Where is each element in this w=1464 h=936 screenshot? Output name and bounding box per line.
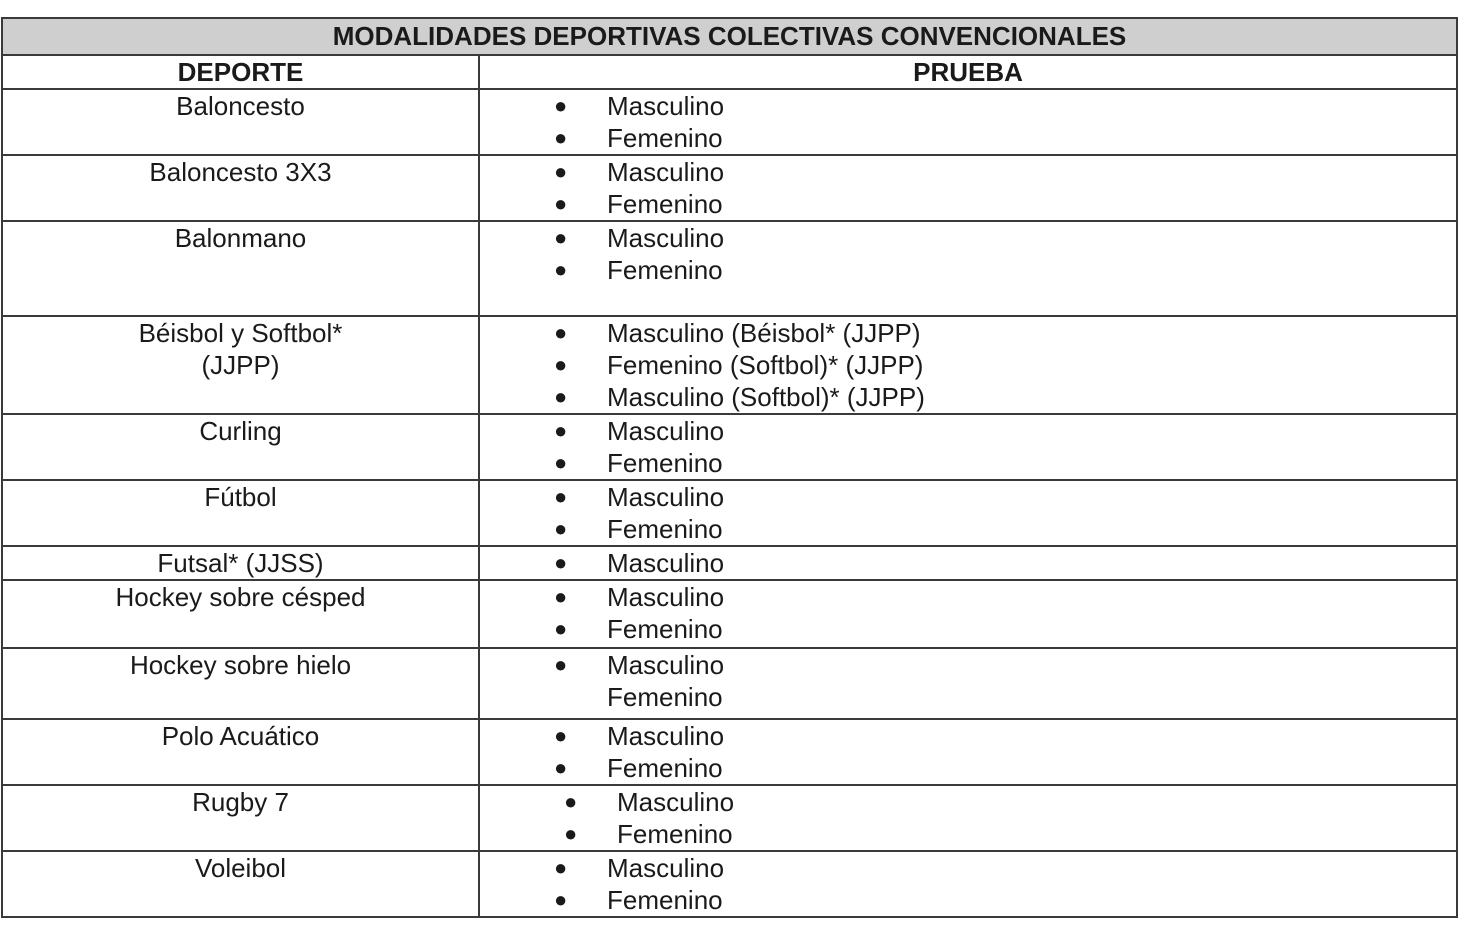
header-row — [2, 55, 1457, 89]
sport-name: Baloncesto 3X3 — [149, 157, 332, 187]
bullet-icon: ● — [554, 159, 568, 184]
event-list-item — [480, 547, 1456, 579]
bullet-icon: ● — [554, 855, 568, 880]
event-label: Femenino — [607, 614, 723, 644]
bullet-icon: ● — [554, 550, 568, 575]
event-list — [480, 222, 1456, 286]
sport-name: Curling — [199, 416, 282, 446]
event-label: Femenino — [607, 885, 723, 915]
event-label: Femenino — [607, 448, 723, 478]
event-label: Femenino — [607, 123, 723, 153]
event-cell — [479, 648, 1457, 719]
event-list — [480, 786, 1456, 850]
event-list-item — [480, 481, 1456, 513]
event-list — [480, 581, 1456, 645]
bullet-icon: ● — [554, 191, 568, 216]
event-cell — [479, 89, 1457, 155]
sport-name: Voleibol — [194, 853, 287, 883]
bullet-icon: ● — [554, 616, 568, 641]
table-row — [2, 851, 1457, 917]
event-label: Masculino (Béisbol* (JJPP) — [607, 318, 921, 348]
table-row — [2, 316, 1457, 414]
table-row — [2, 648, 1457, 719]
column-header-event: PRUEBA — [479, 55, 1457, 89]
sport-name: Rugby 7 — [192, 787, 289, 817]
event-label: Masculino — [607, 91, 725, 121]
event-label: Masculino (Softbol)* (JJPP) — [607, 382, 925, 412]
event-list-item — [480, 415, 1456, 447]
sport-name: Hockey sobre hielo — [129, 650, 352, 680]
sport-cell — [2, 719, 479, 785]
event-cell — [479, 580, 1457, 648]
event-label: Femenino — [617, 819, 733, 849]
event-list-item — [480, 90, 1456, 122]
event-list-item — [480, 720, 1456, 752]
event-label: Femenino — [607, 753, 723, 783]
column-header-sport: DEPORTE — [2, 55, 479, 89]
event-list-item — [480, 156, 1456, 188]
event-label: Masculino — [607, 853, 725, 883]
event-cell — [479, 155, 1457, 221]
title-row — [2, 18, 1457, 55]
event-cell — [479, 785, 1457, 851]
event-list-item — [480, 381, 1456, 413]
event-label: Masculino — [617, 787, 735, 817]
table-row — [2, 155, 1457, 221]
bullet-icon: ● — [554, 225, 568, 250]
event-list-item — [480, 818, 1456, 850]
sport-cell — [2, 89, 479, 155]
event-list — [480, 852, 1456, 916]
event-list-item — [480, 786, 1456, 818]
event-list-item — [480, 188, 1456, 220]
event-list-item — [480, 884, 1456, 916]
bullet-icon: ● — [564, 821, 578, 846]
table-row — [2, 785, 1457, 851]
sport-name: Baloncesto — [176, 91, 305, 121]
bullet-icon: ● — [554, 584, 568, 609]
event-list — [480, 415, 1456, 479]
event-list — [480, 90, 1456, 154]
bullet-icon: ● — [554, 125, 568, 150]
event-list — [480, 720, 1456, 784]
event-label: Masculino — [607, 548, 725, 578]
event-list-item — [480, 649, 1456, 681]
event-label: Masculino — [607, 721, 725, 751]
sport-cell — [2, 221, 479, 316]
sport-cell — [2, 648, 479, 719]
sport-name: Hockey sobre césped — [115, 582, 366, 612]
bullet-icon: ● — [554, 652, 568, 677]
event-cell — [479, 719, 1457, 785]
event-label: Femenino — [607, 514, 723, 544]
event-list-item — [480, 752, 1456, 784]
event-label: Femenino — [607, 255, 723, 285]
event-label: Femenino — [607, 189, 723, 219]
event-label: Femenino — [607, 682, 723, 712]
event-list-item — [480, 222, 1456, 254]
sport-name: Béisbol y Softbol* — [138, 318, 343, 348]
table-row — [2, 221, 1457, 316]
table-row — [2, 480, 1457, 546]
event-cell — [479, 480, 1457, 546]
sport-cell — [2, 546, 479, 580]
event-list — [480, 481, 1456, 545]
event-list — [480, 649, 1456, 713]
event-label: Masculino — [607, 650, 725, 680]
event-label: Masculino — [607, 157, 725, 187]
table-title: MODALIDADES DEPORTIVAS COLECTIVAS CONVENCIONALES — [2, 18, 1457, 55]
event-cell — [479, 316, 1457, 414]
event-list-item — [480, 513, 1456, 545]
table-row — [2, 580, 1457, 648]
event-label: Masculino — [607, 582, 725, 612]
sport-cell — [2, 480, 479, 546]
bullet-icon: ● — [554, 320, 568, 345]
sports-table — [1, 17, 1458, 918]
sport-name: Futsal* (JJSS) — [157, 548, 324, 578]
bullet-icon: ● — [554, 418, 568, 443]
event-cell — [479, 414, 1457, 480]
sport-cell — [2, 580, 479, 648]
event-list — [480, 317, 1456, 413]
table-row — [2, 89, 1457, 155]
event-list-item — [480, 681, 1456, 713]
event-cell — [479, 851, 1457, 917]
sport-cell — [2, 851, 479, 917]
bullet-icon: ● — [554, 352, 568, 377]
bullet-icon: ● — [554, 755, 568, 780]
table-row — [2, 414, 1457, 480]
event-list — [480, 547, 1456, 579]
sport-name: Balonmano — [174, 223, 307, 253]
event-cell — [479, 221, 1457, 316]
bullet-icon: ● — [554, 887, 568, 912]
bullet-icon: ● — [554, 93, 568, 118]
event-list-item — [480, 447, 1456, 479]
sport-name: Fútbol — [204, 482, 277, 512]
event-label: Masculino — [607, 482, 725, 512]
event-list-item — [480, 317, 1456, 349]
bullet-icon: ● — [554, 723, 568, 748]
event-list-item — [480, 581, 1456, 613]
bullet-icon: ● — [554, 484, 568, 509]
event-label: Masculino — [607, 223, 725, 253]
table-row — [2, 719, 1457, 785]
sport-cell — [2, 785, 479, 851]
event-list — [480, 156, 1456, 220]
bullet-icon: ● — [564, 789, 578, 814]
event-list-item — [480, 613, 1456, 645]
event-list-item — [480, 349, 1456, 381]
table-row — [2, 546, 1457, 580]
bullet-icon: ● — [554, 257, 568, 282]
event-label: Masculino — [607, 416, 725, 446]
bullet-icon: ● — [554, 516, 568, 541]
event-label: Femenino (Softbol)* (JJPP) — [607, 350, 924, 380]
sport-cell — [2, 414, 479, 480]
event-list-item — [480, 852, 1456, 884]
event-list-item — [480, 254, 1456, 286]
sport-name: Polo Acuático — [161, 721, 320, 751]
event-cell — [479, 546, 1457, 580]
event-list-item — [480, 122, 1456, 154]
sport-name: (JJPP) — [201, 350, 280, 380]
sport-cell — [2, 155, 479, 221]
bullet-icon: ● — [554, 384, 568, 409]
bullet-icon: ● — [554, 450, 568, 475]
sport-cell — [2, 316, 479, 414]
